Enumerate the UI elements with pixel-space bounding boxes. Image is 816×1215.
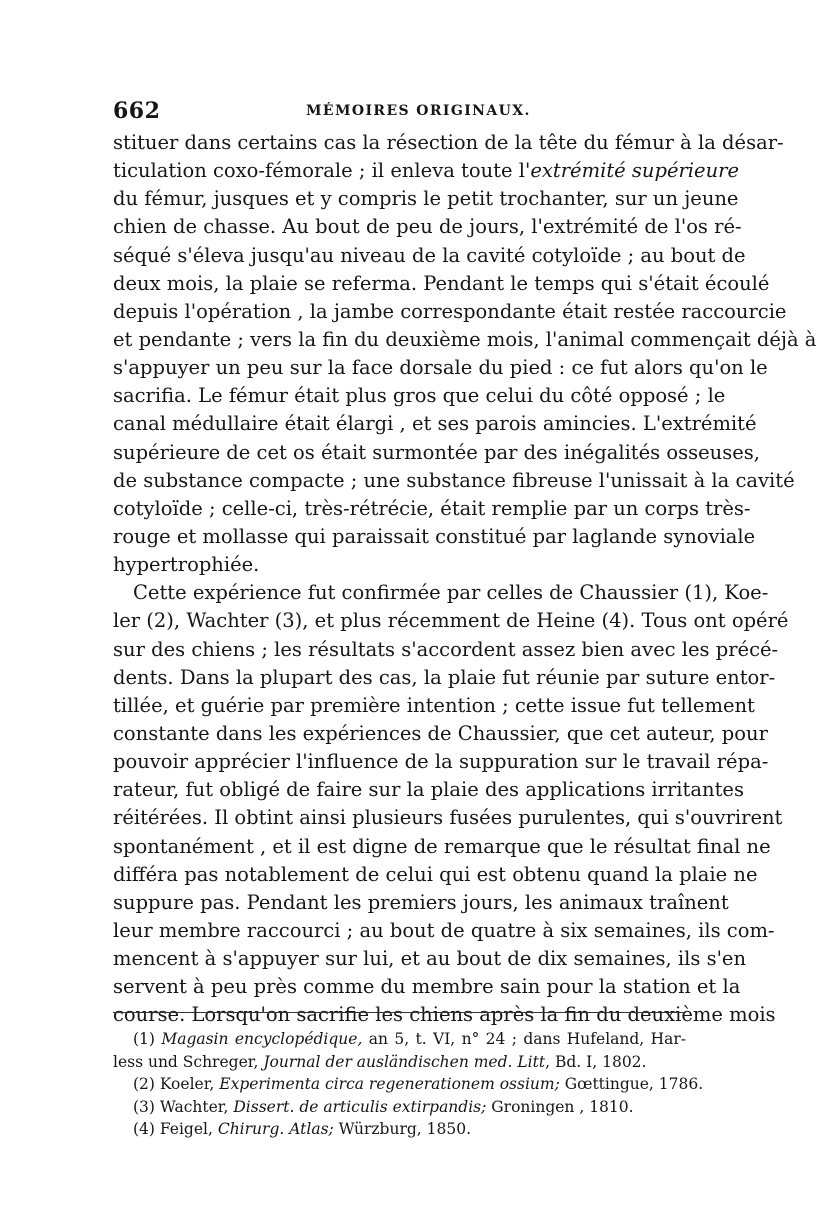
footnote-2: [113, 1073, 704, 1096]
text-line: ler (2), Wachter (3), et plus récemment de Heine (4). Tous ont opéré: [113, 609, 789, 633]
footnote-author: Koeler,: [154, 1075, 220, 1093]
text-line: Cette expérience fut confirmée par celles de Chaussier (1), Koe-: [133, 581, 769, 605]
footnote-1-continued: [113, 1051, 686, 1074]
text-line: hypertrophiée.: [113, 553, 260, 577]
text-line: stituer dans certains cas la résection de la tête du fémur à la désar-: [113, 131, 784, 154]
emphasized-text: extrémité supérieure: [530, 159, 740, 183]
footnote-author: Wachter,: [154, 1097, 234, 1116]
footnotes: [113, 1028, 704, 1141]
text-line: s'appuyer un peu sur la face dorsale du pied : ce fut alors qu'on le: [113, 356, 768, 380]
footnote-title: Chirurg. Atlas;: [217, 1120, 334, 1138]
footnote-marker: (3): [133, 1097, 155, 1116]
text-line: course. Lorsqu'on sacrifie les chiens après la fin du deuxième mois: [113, 1003, 776, 1027]
text-line: cotyloïde ; celle-ci, très-rétrécie, était remplie par un corps très-: [113, 496, 751, 520]
page-number: 662: [113, 98, 161, 124]
text-line: de substance compacte ; une substance fibreuse l'unissait à la cavité: [113, 468, 795, 492]
text-line: spontanément , et il est digne de remarque que le résultat final ne: [113, 834, 771, 858]
footnote-text: , Bd. I, 1802.: [545, 1052, 647, 1071]
text-line: constante dans les expériences de Chaussier, que cet auteur, pour: [113, 721, 768, 745]
footnote-text: Würzburg, 1850.: [333, 1120, 472, 1138]
text-line: [113, 157, 740, 185]
text-line: séqué s'éleva jusqu'au niveau de la cavité cotyloïde ; au bout de: [113, 243, 746, 267]
text-line: supérieure de cet os était surmontée par des inégalités osseuses,: [113, 440, 760, 464]
footnote-title: Experimenta circa regenerationem ossium;: [219, 1075, 560, 1093]
footnote-rule: [113, 1012, 686, 1013]
text-line: rouge et mollasse qui paraissait constitué par laglande synoviale: [113, 524, 756, 548]
text-line: chien de chasse. Au bout de peu de jours, l'extrémité de l'os ré-: [113, 215, 742, 239]
footnote-text: Gœttingue, 1786.: [559, 1075, 704, 1093]
text-line: et pendante ; vers la fin du deuxième mois, l'animal commençait déjà à: [113, 327, 816, 351]
footnote-marker: (2): [133, 1075, 155, 1093]
text-line: pouvoir apprécier l'influence de la suppuration sur le travail répa-: [113, 750, 769, 774]
text-line: servent à peu près comme du membre sain pour la station et la: [113, 975, 741, 999]
footnote-4: [113, 1118, 686, 1141]
footnote-1: [113, 1028, 686, 1051]
text-line: réitérées. Il obtint ainsi plusieurs fusées purulentes, qui s'ouvrirent: [113, 806, 783, 830]
text-line: canal médullaire était élargi , et ses parois amincies. L'extrémité: [113, 412, 757, 436]
text-line: différa pas notablement de celui qui est obtenu quand la plaie ne: [113, 862, 758, 886]
text-line: sur des chiens ; les résultats s'accordent assez bien avec les précé-: [113, 637, 779, 661]
footnote-text: Groningen , 1810.: [486, 1097, 634, 1116]
text-line: rateur, fut obligé de faire sur la plaie des applications irritantes: [113, 778, 744, 802]
text-line: depuis l'opération , la jambe correspondante était restée raccourcie: [113, 299, 787, 323]
footnote-text: an 5, t. VI, n° 24 ; dans Hufeland, Har-: [362, 1030, 686, 1048]
body-text: [113, 129, 816, 1030]
footnote-3: [113, 1096, 686, 1119]
text-line: mencent à s'appuyer sur lui, et au bout de dix semaines, ils s'en: [113, 947, 747, 971]
text-line: deux mois, la plaie se referma. Pendant le temps qui s'était écoulé: [113, 271, 770, 295]
footnote-marker: (1): [133, 1030, 155, 1048]
text-line: du fémur, jusques et y compris le petit trochanter, sur un jeune: [113, 187, 739, 211]
footnote-author: Feigel,: [154, 1120, 218, 1138]
text-line: leur membre raccourci ; au bout de quatre à six semaines, ils com-: [113, 918, 775, 942]
text-line: dents. Dans la plupart des cas, la plaie fut réunie par suture entor-: [113, 665, 776, 689]
footnote-title: Dissert. de articulis extirpandis;: [233, 1097, 487, 1116]
text-fragment: ticulation coxo-fémorale ; il enleva toute l': [113, 159, 531, 183]
footnote-title: Magasin encyclopédique,: [161, 1030, 363, 1048]
footnote-title: Journal der ausländischen med. Litt: [263, 1052, 546, 1071]
text-line: sacrifia. Le fémur était plus gros que celui du côté opposé ; le: [113, 384, 726, 408]
footnote-text: less und Schreger,: [113, 1052, 264, 1071]
page-header: [113, 98, 686, 128]
text-line: suppure pas. Pendant les premiers jours, les animaux traînent: [113, 890, 729, 914]
footnote-marker: (4): [133, 1120, 155, 1138]
running-head: MÉMOIRES ORIGINAUX.: [306, 103, 531, 119]
text-line: tillée, et guérie par première intention ; cette issue fut tellement: [113, 693, 755, 717]
